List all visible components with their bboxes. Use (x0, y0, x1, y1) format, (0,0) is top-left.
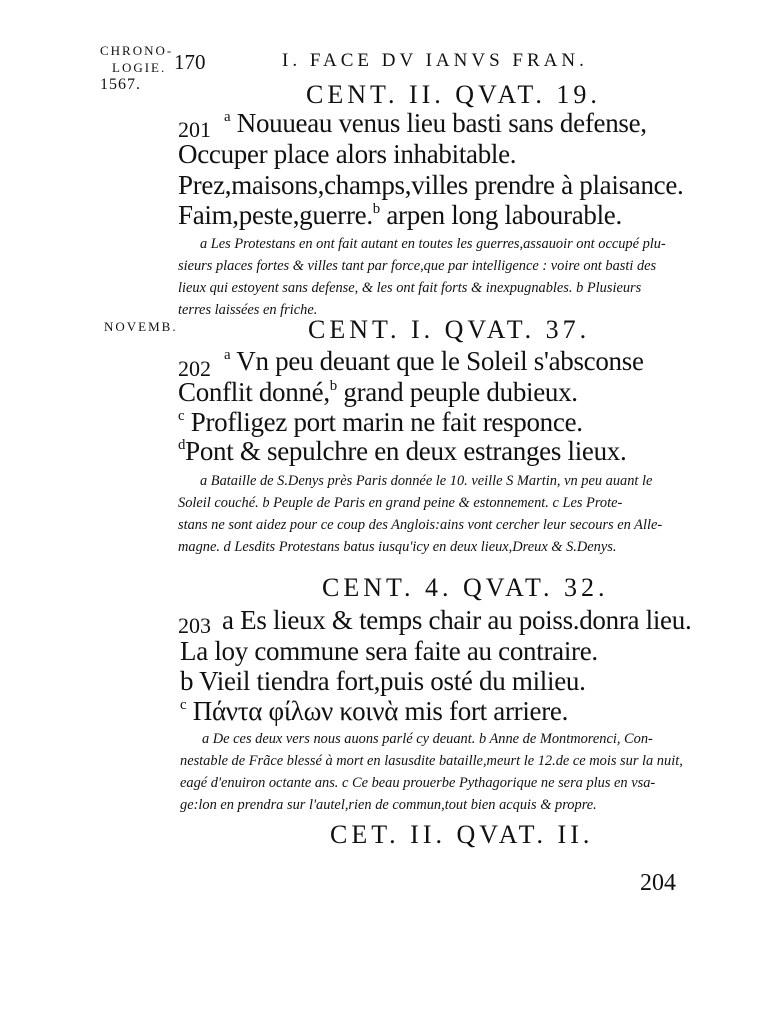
commentary-notes (178, 233, 666, 321)
note-line: terres laissées en friche. (178, 302, 318, 318)
verse-line: $^a$ Nouueau venus lieu basti sans defense, (224, 108, 647, 138)
note-line: ge:lon en prendra sur l'autel,rien de commun,tout bien acquis & propre. (180, 797, 597, 813)
note-line: stans ne sont aidez pour ce coup des Anglois:ains vont cercher leur secours en Alle- (178, 517, 663, 533)
chronology-margin-note (100, 42, 173, 93)
verse-line: a Es lieux & temps chair au poiss.donra lieu. (222, 605, 692, 635)
note-line: a De ces deux vers nous auons parlé cy deuant. b Anne de Montmorenci, Con- (202, 731, 653, 747)
entry-number: 203 (178, 613, 211, 638)
verse-line: Faim,peste,guerre.$^b$ arpen long labourable. (178, 200, 622, 230)
margin-chrono-line: LOGIE. (112, 60, 167, 75)
entry-number: 202 (178, 356, 211, 381)
verse-line: $^c$ Profligez port marin ne fait responce. (178, 407, 583, 437)
note-line: magne. d Lesdits Protestans batus iusqu'icy en deux lieux,Dreux & S.Denys. (178, 539, 617, 555)
catchword: 204 (640, 870, 676, 896)
note-line: lieux qui estoyent sans defense, & les ont fait forts & inexpugnables. b Plusieurs (178, 280, 642, 296)
verse-line: Conflit donné,$^b$ grand peuple dubieux. (178, 377, 578, 407)
running-title: I. FACE DV IANVS FRAN. (282, 50, 588, 71)
verse-line: b Vieil tiendra fort,puis osté du milieu. (180, 666, 586, 696)
entry-number: 201 (178, 117, 211, 142)
verse-line: $^c$ Πάντα φίλων κοινὰ mis fort arriere. (180, 696, 569, 726)
quatrain-heading: CENT. II. QVAT. 19. (306, 80, 601, 109)
verse-line: $^d$Pont & sepulchre en deux estranges lieux. (178, 436, 627, 466)
commentary-notes (178, 470, 662, 558)
note-line: Soleil couché. b Peuple de Paris en grand peine & estonnement. c Les Prote- (178, 495, 623, 511)
verse-line: $^a$ Vn peu deuant que le Soleil s'absconse (224, 346, 644, 376)
quatrain-heading: CENT. 4. QVAT. 32. (322, 573, 609, 602)
page-number: 170 (174, 50, 206, 74)
verse-line: Prez,maisons,champs,villes prendre à plaisance. (178, 170, 684, 200)
note-line: a Les Protestans en ont fait autant en toutes les guerres,assauoir ont occupé plu- (200, 236, 666, 252)
month-margin-note: NOVEMB. (104, 319, 178, 334)
note-line: sieurs places fortes & villes tant par force,que par intelligence : voire ont basti des (178, 258, 657, 274)
note-line: nestable de Frãce blessé à mort en lasusdite bataille,meurt le 12.de ce mois sur la nuit, (180, 753, 683, 769)
commentary-notes (180, 728, 683, 816)
quatrain-heading: CENT. I. QVAT. 37. (308, 315, 591, 344)
margin-chrono-line: CHRONO- (100, 43, 174, 58)
note-line: a Bataille de S.Denys près Paris donnée le 10. veille S Martin, vn peu auant le (200, 473, 653, 489)
note-line: eagé d'enuiron octante ans. c Ce beau prouerbe Pythagorique ne sera plus en vsa- (180, 775, 656, 791)
next-quatrain-heading: CET. II. QVAT. II. (330, 820, 594, 849)
verse-line: Occuper place alors inhabitable. (178, 139, 517, 169)
margin-year: 1567. (100, 76, 141, 93)
verse-line: La loy commune sera faite au contraire. (180, 636, 598, 666)
